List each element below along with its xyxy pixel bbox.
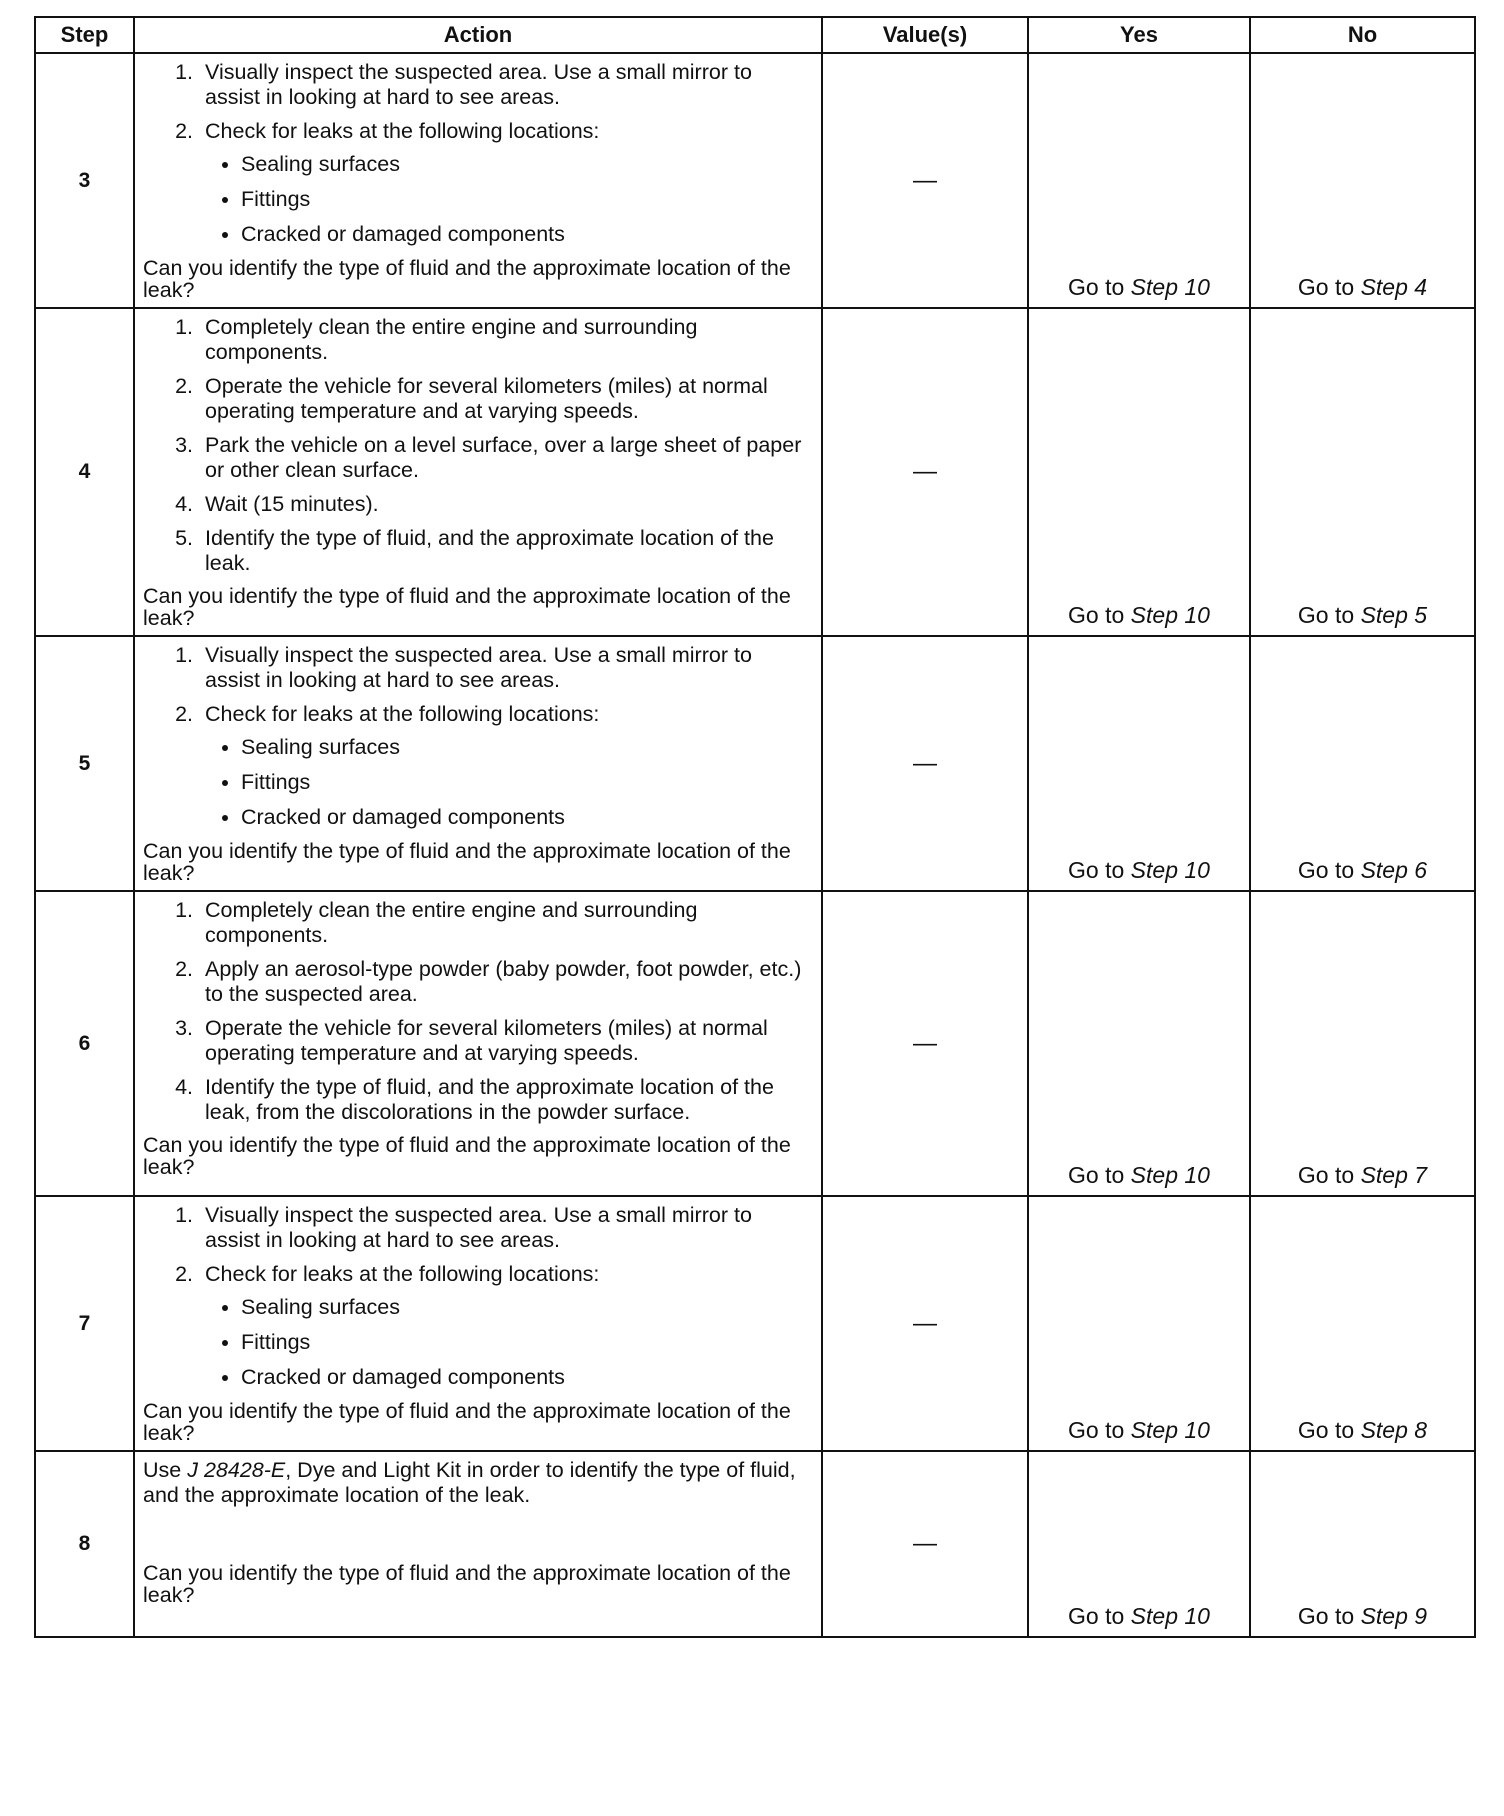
action-cell bbox=[134, 891, 822, 1196]
yes-cell bbox=[1028, 1451, 1250, 1637]
goto-label: Go to bbox=[1297, 1162, 1355, 1188]
yes-step-link: Step 10 bbox=[1130, 857, 1210, 883]
bullet-list bbox=[205, 1295, 807, 1390]
action-item-text: Check for leaks at the following locations: bbox=[205, 702, 600, 726]
action-item: 5. Identify the type of fluid, and the approximate location of the leak. bbox=[199, 526, 807, 576]
question-text: Can you identify the type of fluid and the approximate location of the leak? bbox=[143, 584, 791, 630]
bullet-item: • Fittings bbox=[241, 187, 807, 212]
diagnostic-table bbox=[34, 16, 1476, 1638]
action-item: 4. Identify the type of fluid, and the approximate location of the leak, from the discolorations in the powder surface. bbox=[199, 1075, 807, 1125]
action-item: 4. Wait (15 minutes). bbox=[199, 492, 807, 517]
table-row bbox=[35, 1451, 1475, 1637]
action-item: 3. Operate the vehicle for several kilometers (miles) at normal operating temperature and at varying speeds. bbox=[199, 1016, 807, 1066]
value-cell: — bbox=[822, 308, 1028, 636]
yes-step-link: Step 10 bbox=[1130, 1603, 1210, 1629]
action-item bbox=[199, 1262, 807, 1390]
action-item: 2. Operate the vehicle for several kilometers (miles) at normal operating temperature and at varying speeds. bbox=[199, 374, 807, 424]
action-item: 1. Completely clean the entire engine and surrounding components. bbox=[199, 315, 807, 365]
value-cell: — bbox=[822, 53, 1028, 308]
no-cell bbox=[1250, 1196, 1475, 1451]
no-step-link: Step 9 bbox=[1360, 1603, 1428, 1629]
no-step-link: Step 5 bbox=[1360, 602, 1428, 628]
action-item: 1. Visually inspect the suspected area. Use a small mirror to assist in looking at hard to see areas. bbox=[199, 60, 807, 110]
action-item: 2. Apply an aerosol-type powder (baby powder, foot powder, etc.) to the suspected area. bbox=[199, 957, 807, 1007]
goto-label: Go to bbox=[1297, 1603, 1355, 1629]
question-text: Can you identify the type of fluid and the approximate location of the leak? bbox=[143, 1133, 791, 1179]
step-number: 5 bbox=[35, 636, 134, 891]
bullet-item: • Cracked or damaged components bbox=[241, 1365, 807, 1390]
header-yes: Yes bbox=[1028, 17, 1250, 53]
yes-step-link: Step 10 bbox=[1130, 602, 1210, 628]
bullet-list bbox=[205, 735, 807, 830]
goto-label: Go to bbox=[1297, 857, 1355, 883]
action-cell bbox=[134, 1451, 822, 1637]
yes-step-link: Step 10 bbox=[1130, 274, 1210, 300]
no-step-link: Step 4 bbox=[1360, 274, 1428, 300]
question-text: Can you identify the type of fluid and the approximate location of the leak? bbox=[143, 1399, 791, 1445]
no-cell bbox=[1250, 1451, 1475, 1637]
spacer bbox=[143, 1508, 807, 1558]
no-step-link: Step 7 bbox=[1360, 1162, 1428, 1188]
step-number: 7 bbox=[35, 1196, 134, 1451]
action-item-text: Check for leaks at the following locations: bbox=[205, 119, 600, 143]
goto-label: Go to bbox=[1068, 1603, 1125, 1629]
step-number: 4 bbox=[35, 308, 134, 636]
table-row bbox=[35, 53, 1475, 308]
no-step-link: Step 8 bbox=[1360, 1417, 1428, 1443]
yes-cell bbox=[1028, 308, 1250, 636]
question-text: Can you identify the type of fluid and the approximate location of the leak? bbox=[143, 1561, 791, 1607]
goto-label: Go to bbox=[1297, 274, 1355, 300]
yes-cell bbox=[1028, 53, 1250, 308]
value-cell: — bbox=[822, 1451, 1028, 1637]
action-cell bbox=[134, 53, 822, 308]
no-step-link: Step 6 bbox=[1360, 857, 1428, 883]
yes-step-link: Step 10 bbox=[1130, 1417, 1210, 1443]
action-list bbox=[143, 643, 807, 830]
goto-label: Go to bbox=[1297, 1417, 1355, 1443]
step-number: 6 bbox=[35, 891, 134, 1196]
bullet-list bbox=[205, 152, 807, 247]
goto-label: Go to bbox=[1068, 1162, 1125, 1188]
goto-label: Go to bbox=[1068, 602, 1125, 628]
tool-number: J 28428-E bbox=[187, 1458, 286, 1482]
action-list bbox=[143, 60, 807, 247]
action-item: 3. Park the vehicle on a level surface, over a large sheet of paper or other clean surface. bbox=[199, 433, 807, 483]
bullet-item: • Cracked or damaged components bbox=[241, 805, 807, 830]
header-step: Step bbox=[35, 17, 134, 53]
header-values: Value(s) bbox=[822, 17, 1028, 53]
question-text: Can you identify the type of fluid and the approximate location of the leak? bbox=[143, 256, 791, 302]
question-text: Can you identify the type of fluid and the approximate location of the leak? bbox=[143, 839, 791, 885]
bullet-item: • Sealing surfaces bbox=[241, 735, 807, 760]
action-list bbox=[143, 315, 807, 576]
action-item: 1. Visually inspect the suspected area. Use a small mirror to assist in looking at hard to see areas. bbox=[199, 643, 807, 693]
goto-label: Go to bbox=[1068, 1417, 1125, 1443]
bullet-item: • Fittings bbox=[241, 1330, 807, 1355]
action-item: 1. Visually inspect the suspected area. Use a small mirror to assist in looking at hard to see areas. bbox=[199, 1203, 807, 1253]
value-cell: — bbox=[822, 636, 1028, 891]
action-item bbox=[199, 702, 807, 830]
bullet-item: • Sealing surfaces bbox=[241, 1295, 807, 1320]
action-cell bbox=[134, 636, 822, 891]
goto-label: Go to bbox=[1297, 602, 1355, 628]
yes-step-link: Step 10 bbox=[1130, 1162, 1210, 1188]
yes-cell bbox=[1028, 891, 1250, 1196]
intro-pre: Use bbox=[143, 1458, 182, 1482]
action-intro bbox=[143, 1458, 807, 1508]
action-cell bbox=[134, 1196, 822, 1451]
step-number: 3 bbox=[35, 53, 134, 308]
action-item bbox=[199, 119, 807, 247]
goto-label: Go to bbox=[1068, 274, 1125, 300]
header-row bbox=[35, 17, 1475, 53]
value-cell: — bbox=[822, 891, 1028, 1196]
intro-post: , Dye and Light Kit in order to identify the type of fluid, and the approximate location of the leak. bbox=[143, 1458, 796, 1507]
no-cell bbox=[1250, 636, 1475, 891]
yes-cell bbox=[1028, 1196, 1250, 1451]
bullet-item: • Sealing surfaces bbox=[241, 152, 807, 177]
bullet-item: • Cracked or damaged components bbox=[241, 222, 807, 247]
table-row bbox=[35, 636, 1475, 891]
table-row bbox=[35, 891, 1475, 1196]
bullet-item: • Fittings bbox=[241, 770, 807, 795]
no-cell bbox=[1250, 308, 1475, 636]
yes-cell bbox=[1028, 636, 1250, 891]
table-row bbox=[35, 1196, 1475, 1451]
goto-label: Go to bbox=[1068, 857, 1125, 883]
value-cell: — bbox=[822, 1196, 1028, 1451]
action-cell bbox=[134, 308, 822, 636]
action-list bbox=[143, 1203, 807, 1390]
no-cell bbox=[1250, 891, 1475, 1196]
step-number: 8 bbox=[35, 1451, 134, 1637]
header-no: No bbox=[1250, 17, 1475, 53]
header-action: Action bbox=[134, 17, 822, 53]
table-row bbox=[35, 308, 1475, 636]
action-list bbox=[143, 898, 807, 1125]
action-item: 1. Completely clean the entire engine and surrounding components. bbox=[199, 898, 807, 948]
no-cell bbox=[1250, 53, 1475, 308]
action-item-text: Check for leaks at the following locations: bbox=[205, 1262, 600, 1286]
